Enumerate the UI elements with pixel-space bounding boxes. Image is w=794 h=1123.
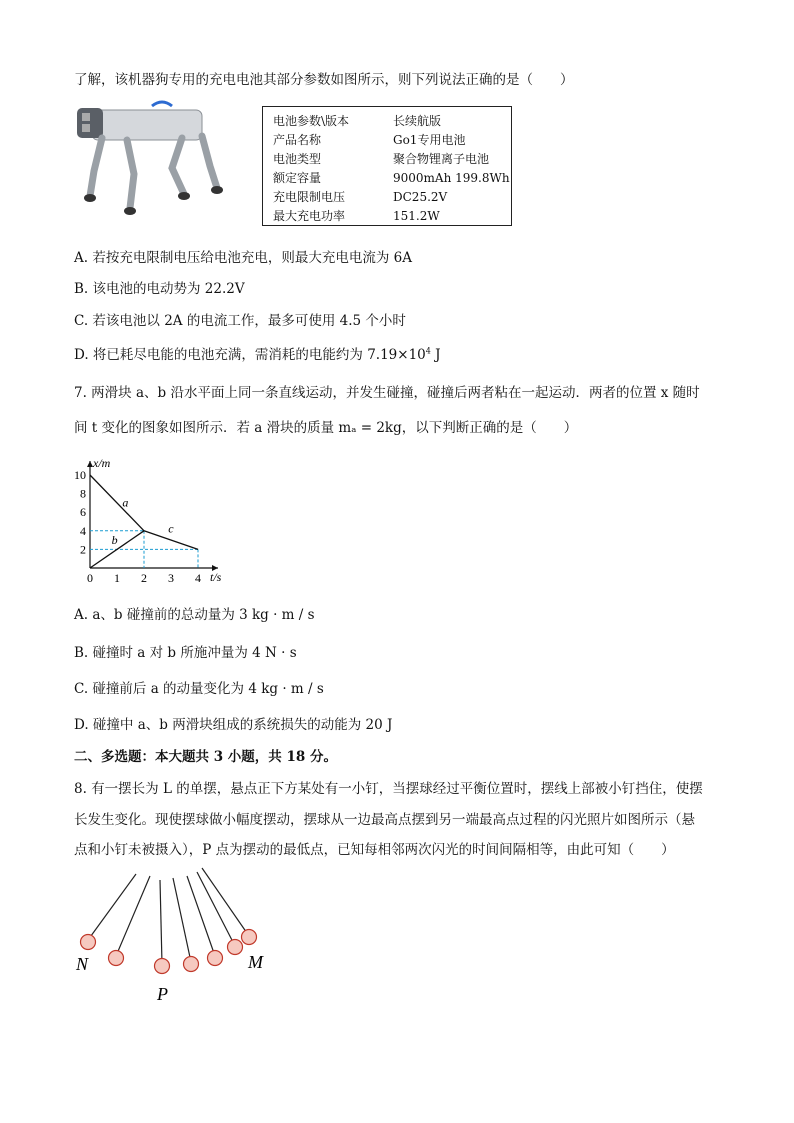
x-tick-label: 0 <box>87 571 93 585</box>
param-row: 产品名称 Go1专用电池 <box>273 133 466 147</box>
y-tick-label: 8 <box>80 486 86 501</box>
q8-stem-line2: 长发生变化。现使摆球做小幅度摆动，摆球从一边最高点摆到另一端最高点过程的闪光照片如图所示（悬 <box>74 812 695 828</box>
pendulum-string <box>160 880 162 964</box>
q6-option-d: D. 将已耗尽电能的电池充满，需消耗的电能约为 $7.19\times 10^4$ J <box>74 346 441 363</box>
param-row: 电池类型 聚合物锂离子电池 <box>273 152 490 166</box>
pendulum-ball <box>155 959 170 974</box>
xt-chart <box>60 444 250 594</box>
param-row: 额定容量 9000mAh 199.8Wh <box>273 171 510 185</box>
intro-text: 了解，该机器狗专用的充电电池其部分参数如图所示，则下列说法正确的是（ ） <box>74 72 574 88</box>
label-p: P <box>157 984 168 1004</box>
pendulum-string <box>197 872 235 946</box>
label-m: M <box>248 952 263 972</box>
y-tick-label: 4 <box>80 523 86 538</box>
y-axis-label: x/m <box>93 456 111 470</box>
param-row: 最大充电功率 151.2W <box>273 209 440 223</box>
series-label-b: b <box>111 532 118 547</box>
x-tick-label: 2 <box>141 571 147 585</box>
q6-option-a: A. 若按充电限制电压给电池充电，则最大充电电流为 6A <box>74 250 412 266</box>
q7-option-a: A. a、b 碰撞前的总动量为 3 kg · m / s <box>74 607 315 623</box>
pendulum-string <box>116 876 150 956</box>
y-tick-label: 10 <box>74 468 86 482</box>
x-tick-label: 3 <box>168 571 174 585</box>
pendulum-ball <box>184 957 199 972</box>
section-heading: 二、多选题：本大题共 3 小题，共 18 分。 <box>74 749 337 765</box>
q8-stem-line3: 点和小钉未被摄入），P 点为摆动的最低点，已知每相邻两次闪光的时间间隔相等，由此可知（ ） <box>74 842 675 858</box>
param-row: 充电限制电压 DC25.2V <box>273 190 448 204</box>
q7-stem-line2: 间 t 变化的图象如图所示．若 a 滑块的质量 mₐ = 2kg，以下判断正确的是（ ） <box>74 420 578 436</box>
series-label-a: a <box>122 495 129 510</box>
pendulum-string <box>88 874 136 940</box>
pendulum-ball <box>228 940 243 955</box>
pendulum-string <box>173 878 191 962</box>
y-tick-label: 6 <box>80 505 86 520</box>
q8-stem-line1: 8. 有一摆长为 L 的单摆，悬点正下方某处有一小钉，当摆球经过平衡位置时，摆线上部被小钉挡住，使摆 <box>74 781 703 797</box>
y-tick-label: 2 <box>80 542 86 557</box>
pendulum-ball <box>242 930 257 945</box>
pendulum-flash-figure <box>60 864 290 1014</box>
pendulum-string <box>187 876 215 956</box>
battery-param-table <box>262 106 512 226</box>
q7-stem-line1: 7. 两滑块 a、b 沿水平面上同一条直线运动，并发生碰撞，碰撞后两者粘在一起运动．两者的位置 x 随时 <box>74 385 700 401</box>
pendulum-ball <box>81 935 96 950</box>
series-line-a <box>90 475 144 531</box>
pendulum-string <box>202 868 249 936</box>
q7-option-b: B. 碰撞时 a 对 b 所施冲量为 4 N · s <box>74 645 297 661</box>
label-n: N <box>76 954 89 974</box>
x-axis-label: t/s <box>210 570 222 584</box>
q6-option-b: B. 该电池的电动势为 22.2V <box>74 281 245 297</box>
q6-option-c: C. 若该电池以 2A 的电流工作，最多可使用 4.5 个小时 <box>74 313 406 329</box>
robot-dog-image <box>72 96 232 226</box>
x-tick-label: 4 <box>195 571 201 585</box>
param-row: 电池参数\版本 长续航版 <box>273 114 442 128</box>
pendulum-ball <box>109 951 124 966</box>
x-tick-label: 1 <box>114 571 120 585</box>
pendulum-ball <box>208 951 223 966</box>
q7-option-d: D. 碰撞中 a、b 两滑块组成的系统损失的动能为 20 J <box>74 717 393 733</box>
q7-option-c: C. 碰撞前后 a 的动量变化为 4 kg · m / s <box>74 681 324 697</box>
series-label-c: c <box>168 521 174 536</box>
